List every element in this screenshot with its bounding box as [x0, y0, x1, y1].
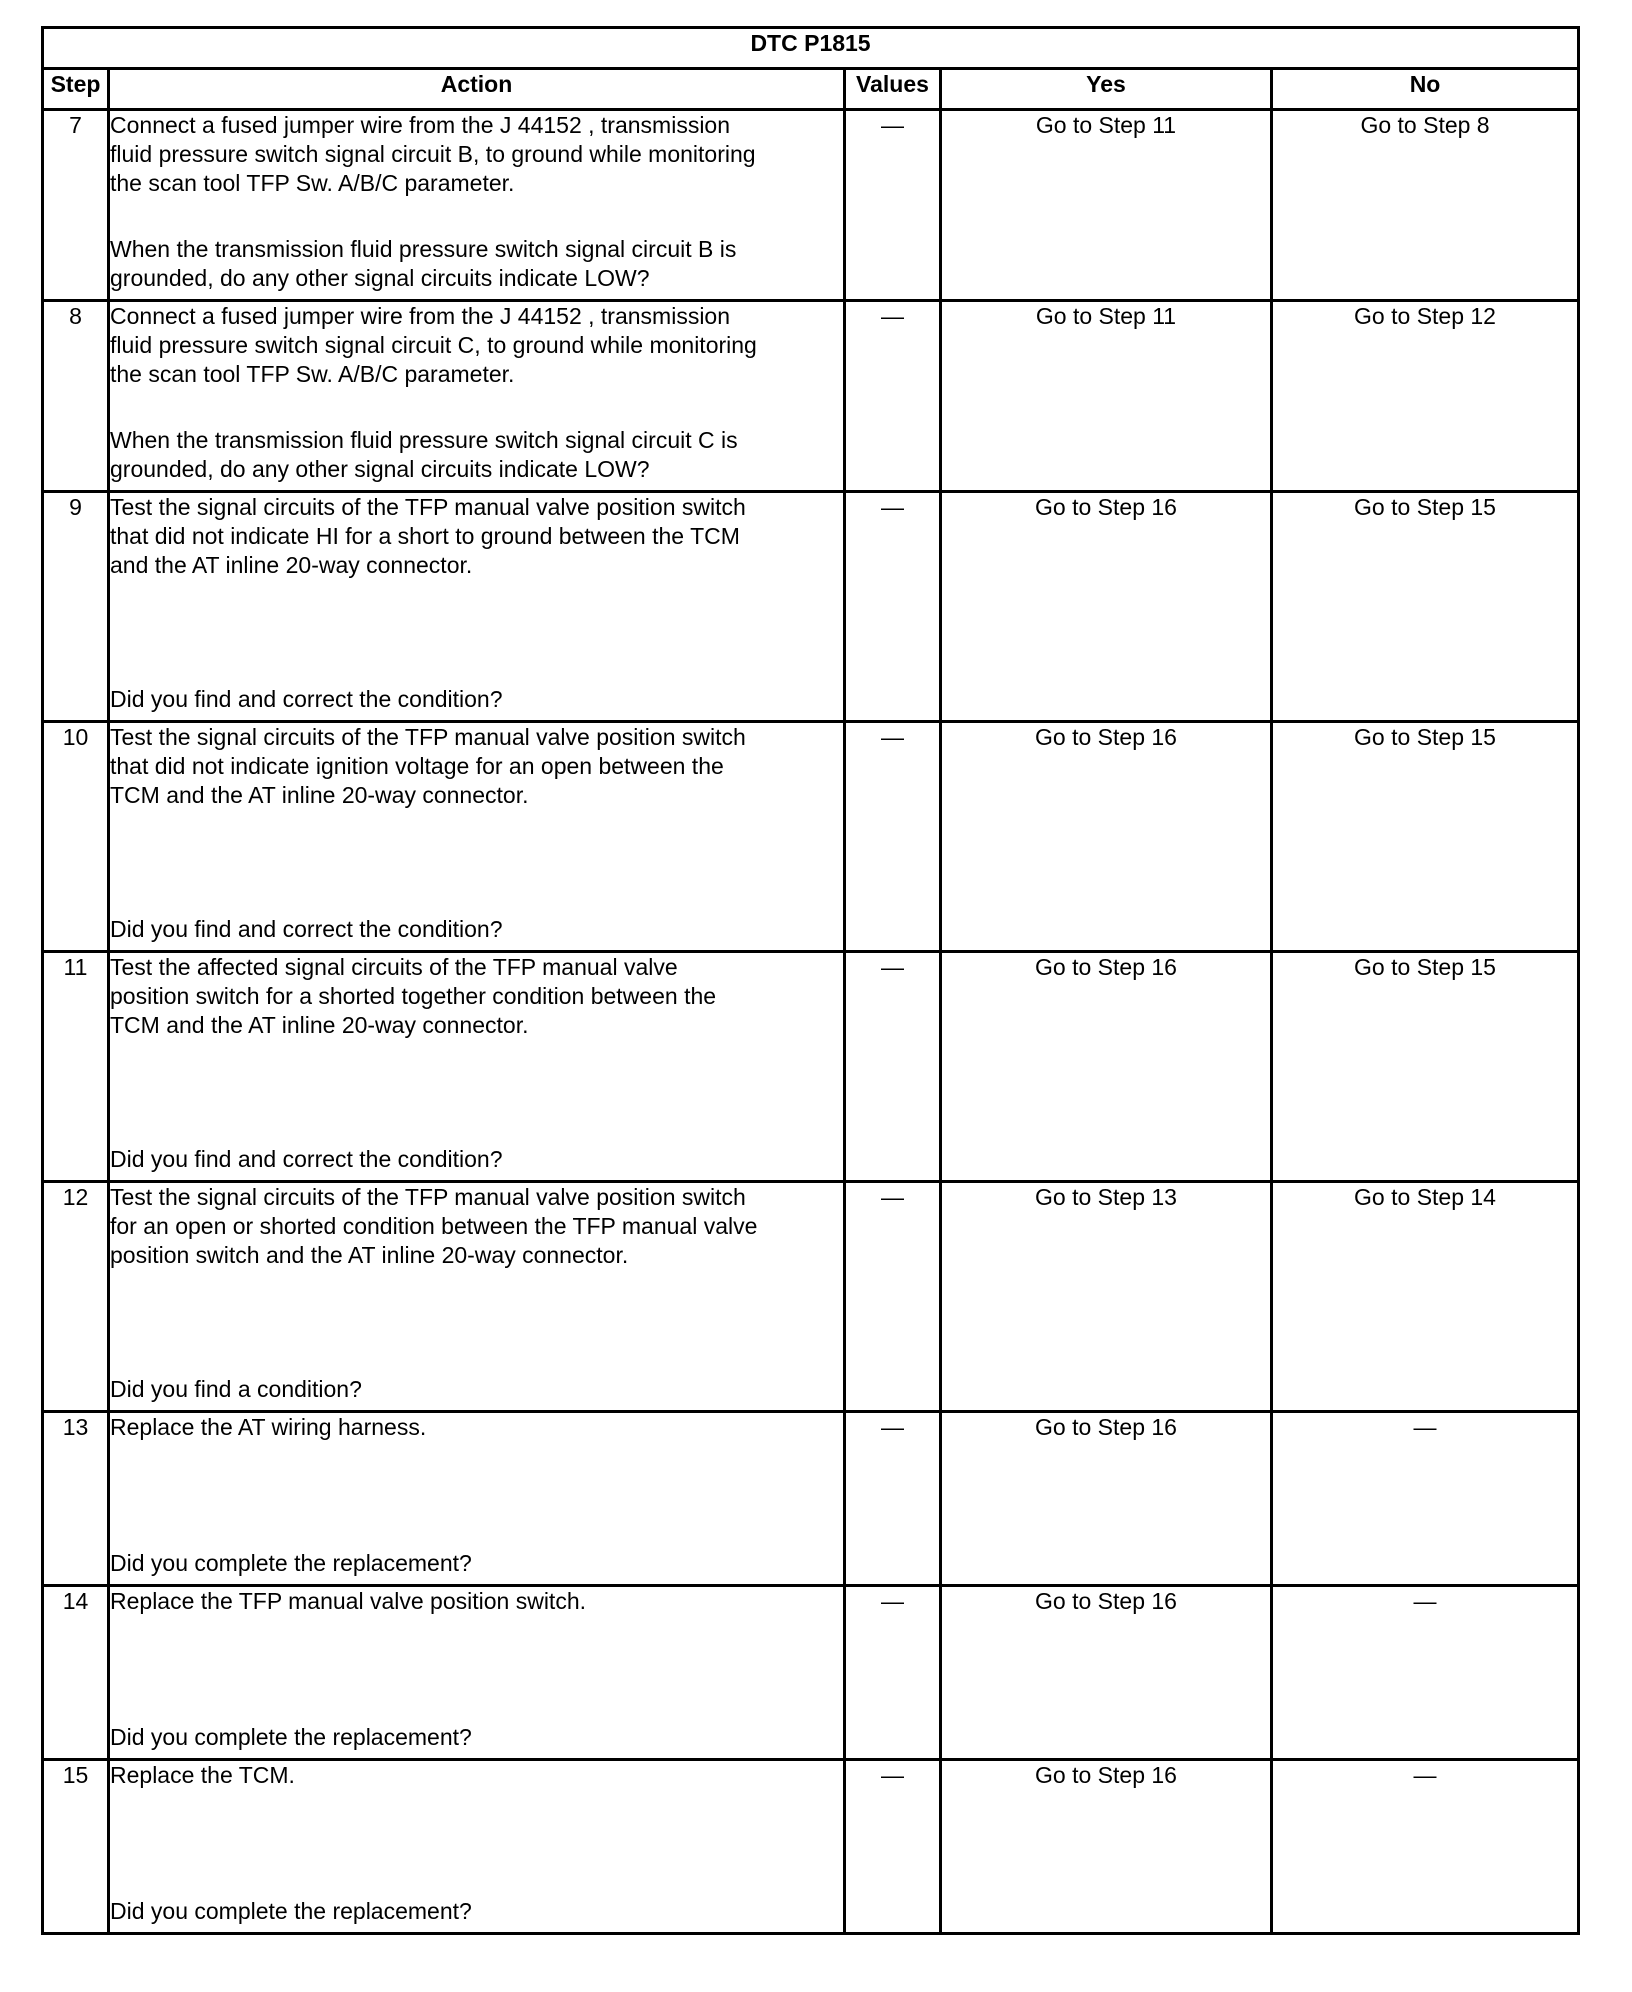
question-line: When the transmission fluid pressure switch signal circuit B is: [110, 236, 737, 262]
step-number: 14: [43, 1586, 109, 1760]
action-line: the scan tool TFP Sw. A/B/C parameter.: [110, 361, 515, 387]
table-row: [43, 1182, 1579, 1412]
action-line: TCM and the AT inline 20-way connector.: [110, 1012, 529, 1038]
action-cell: [109, 952, 845, 1182]
yes-cell: Go to Step 16: [941, 1586, 1272, 1760]
header-values: Values: [845, 69, 941, 110]
action-line: position switch for a shorted together condition between the: [110, 983, 717, 1009]
step-number: 15: [43, 1760, 109, 1934]
header-step: Step: [43, 69, 109, 110]
no-cell: Go to Step 15: [1272, 492, 1579, 722]
action-text: [110, 1761, 843, 1790]
question-line: Did you complete the replacement?: [110, 1550, 472, 1576]
no-cell: —: [1272, 1760, 1579, 1934]
question-line: Did you find and correct the condition?: [110, 686, 503, 712]
action-line: Replace the TCM.: [110, 1762, 295, 1788]
action-cell: [109, 110, 845, 301]
action-text: [110, 302, 843, 389]
question-line: Did you find and correct the condition?: [110, 916, 503, 942]
header-no: No: [1272, 69, 1579, 110]
question-line: Did you complete the replacement?: [110, 1724, 472, 1750]
question-text: [110, 685, 843, 714]
action-text: [110, 1183, 843, 1270]
table-row: [43, 1760, 1579, 1934]
action-line: for an open or shorted condition between the TFP manual valve: [110, 1213, 758, 1239]
question-line: Did you find a condition?: [110, 1376, 362, 1402]
no-cell: —: [1272, 1412, 1579, 1586]
action-text: [110, 493, 843, 580]
table-row: [43, 492, 1579, 722]
action-line: that did not indicate HI for a short to ground between the TCM: [110, 523, 740, 549]
table-row: [43, 722, 1579, 952]
values-cell: —: [845, 1182, 941, 1412]
table-title: DTC P1815: [43, 28, 1579, 69]
action-line: Replace the AT wiring harness.: [110, 1414, 427, 1440]
table-row: [43, 1412, 1579, 1586]
title-row: [43, 28, 1579, 69]
values-cell: —: [845, 110, 941, 301]
step-number: 7: [43, 110, 109, 301]
action-line: Test the signal circuits of the TFP manual valve position switch: [110, 494, 746, 520]
values-cell: —: [845, 722, 941, 952]
action-line: TCM and the AT inline 20-way connector.: [110, 782, 529, 808]
action-line: fluid pressure switch signal circuit C, to ground while monitoring: [110, 332, 757, 358]
yes-cell: Go to Step 16: [941, 1760, 1272, 1934]
step-number: 8: [43, 301, 109, 492]
action-line: the scan tool TFP Sw. A/B/C parameter.: [110, 170, 515, 196]
action-cell: [109, 722, 845, 952]
step-number: 10: [43, 722, 109, 952]
no-cell: Go to Step 8: [1272, 110, 1579, 301]
table-row: [43, 110, 1579, 301]
question-text: [110, 1897, 843, 1926]
action-line: fluid pressure switch signal circuit B, to ground while monitoring: [110, 141, 756, 167]
yes-cell: Go to Step 16: [941, 722, 1272, 952]
values-cell: —: [845, 1586, 941, 1760]
step-number: 13: [43, 1412, 109, 1586]
action-cell: [109, 301, 845, 492]
no-cell: Go to Step 15: [1272, 952, 1579, 1182]
question-text: [110, 1145, 843, 1174]
header-action: Action: [109, 69, 845, 110]
yes-cell: Go to Step 16: [941, 1412, 1272, 1586]
action-line: Test the signal circuits of the TFP manual valve position switch: [110, 724, 746, 750]
step-number: 9: [43, 492, 109, 722]
action-line: Test the signal circuits of the TFP manual valve position switch: [110, 1184, 746, 1210]
action-cell: [109, 492, 845, 722]
values-cell: —: [845, 492, 941, 722]
step-number: 12: [43, 1182, 109, 1412]
values-cell: —: [845, 301, 941, 492]
table-row: [43, 301, 1579, 492]
action-line: Replace the TFP manual valve position switch.: [110, 1588, 587, 1614]
values-cell: —: [845, 1760, 941, 1934]
yes-cell: Go to Step 13: [941, 1182, 1272, 1412]
yes-cell: Go to Step 11: [941, 301, 1272, 492]
action-line: Connect a fused jumper wire from the J 44152 , transmission: [110, 112, 731, 138]
no-cell: —: [1272, 1586, 1579, 1760]
action-cell: [109, 1412, 845, 1586]
action-line: that did not indicate ignition voltage for an open between the: [110, 753, 724, 779]
header-row: [43, 69, 1579, 110]
yes-cell: Go to Step 16: [941, 492, 1272, 722]
action-cell: [109, 1182, 845, 1412]
no-cell: Go to Step 12: [1272, 301, 1579, 492]
action-cell: [109, 1760, 845, 1934]
table-row: [43, 1586, 1579, 1760]
header-yes: Yes: [941, 69, 1272, 110]
action-line: Connect a fused jumper wire from the J 44152 , transmission: [110, 303, 731, 329]
action-text: [110, 1587, 843, 1616]
step-number: 11: [43, 952, 109, 1182]
yes-cell: Go to Step 16: [941, 952, 1272, 1182]
question-text: [110, 1549, 843, 1578]
question-line: Did you find and correct the condition?: [110, 1146, 503, 1172]
table-row: [43, 952, 1579, 1182]
dtc-table: [41, 26, 1580, 1935]
action-text: [110, 111, 843, 198]
action-line: and the AT inline 20-way connector.: [110, 552, 473, 578]
values-cell: —: [845, 1412, 941, 1586]
question-text: [110, 915, 843, 944]
no-cell: Go to Step 15: [1272, 722, 1579, 952]
question-text: [110, 1723, 843, 1752]
values-cell: —: [845, 952, 941, 1182]
question-text: [110, 1375, 843, 1404]
action-cell: [109, 1586, 845, 1760]
question-line: grounded, do any other signal circuits indicate LOW?: [110, 456, 650, 482]
action-text: [110, 953, 843, 1040]
question-text: [110, 235, 843, 293]
action-text: [110, 1413, 843, 1442]
question-line: Did you complete the replacement?: [110, 1898, 472, 1924]
question-line: grounded, do any other signal circuits indicate LOW?: [110, 265, 650, 291]
action-line: position switch and the AT inline 20-way connector.: [110, 1242, 629, 1268]
action-text: [110, 723, 843, 810]
no-cell: Go to Step 14: [1272, 1182, 1579, 1412]
yes-cell: Go to Step 11: [941, 110, 1272, 301]
question-text: [110, 426, 843, 484]
action-line: Test the affected signal circuits of the TFP manual valve: [110, 954, 678, 980]
question-line: When the transmission fluid pressure switch signal circuit C is: [110, 427, 738, 453]
